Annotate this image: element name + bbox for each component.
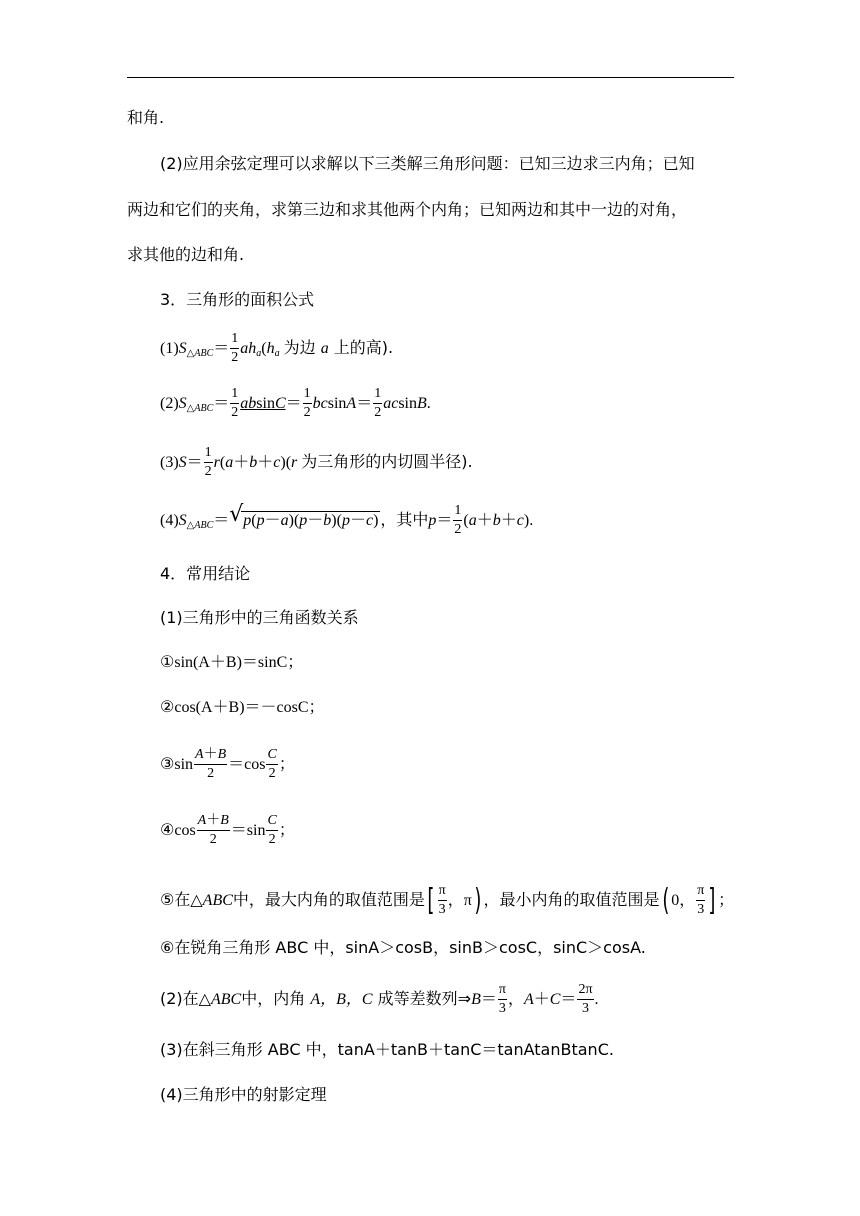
header-rule [127,77,734,78]
area-formula-1: $(1)S_{\triangle ABC}=$ $\frac{1}{2}$ $ah_a(h_a$ 为边 a 上的高). [160,331,394,365]
identity-3: ③sin $\frac{A+B}{2}$ ＝cos $\frac{C}{2}$ ； [160,747,295,781]
acute-triangle-line: ⑥在锐角三角形 ABC 中，sinA＞cosB，sinB＞cosC，sinC＞cosA. [160,938,646,957]
identity-2: ②cos(A＋B)＝－cosC； [160,699,325,716]
section-4-title: 4．常用结论 [160,564,251,583]
paragraph-2-line-3: 求其他的边和角. [127,245,245,264]
text-line: 和角. [127,108,165,127]
oblique-triangle-line: (3)在斜三角形 ABC 中，tanA＋tanB＋tanC＝tanAtanBtanC. [160,1040,614,1059]
subsection-1-title: (1)三角形中的三角函数关系 [160,608,359,627]
area-formula-3: (3)S＝ $\frac{1}{2}$ r(a＋b＋c)(r 为三角形的内切圆半径). [160,445,473,479]
paragraph-2-line-2: 两边和它们的夹角，求第三边和求其他两个内角；已知两边和其中一边的对角， [127,200,688,219]
area-formula-4: $(4)S_{\triangle ABC}=$ √ p(p－a)(p－b)(p－c) ，其中p＝ $\frac{1}{2}$ (a＋b＋c). [160,502,534,537]
section-3-title: 3．三角形的面积公式 [160,290,315,309]
angle-range-line: ⑤在△ABC中，最大内角的取值范围是[ $\frac{\pi}{3}$ ，π) ，最小内角的取值范围是( 0， $\frac{\pi}{3}$ ] ； [160,882,735,918]
area-formula-2: $(2)S_{\triangle ABC}=$ $\frac{1}{2}$ absinC＝ $\frac{1}{2}$ bcsinA＝ $\frac{1}{2}$ acsinB. [160,386,431,420]
subsection-4-title: (4)三角形中的射影定理 [160,1085,327,1104]
paragraph-2-line-1: (2)应用余弦定理可以求解以下三类解三角形问题：已知三边求三内角；已知 [160,154,695,173]
arithmetic-sequence-line: (2)在△ABC中，内角 A，B，C 成等差数列⇒B＝ $\frac{\pi}{3}$ ，A＋C＝ $\frac{2\pi}{3}$ . [160,982,599,1016]
identity-4: ④cos $\frac{A+B}{2}$ ＝sin $\frac{C}{2}$ ； [160,813,295,847]
identity-1: ①sin(A＋B)＝sinC； [160,654,304,671]
